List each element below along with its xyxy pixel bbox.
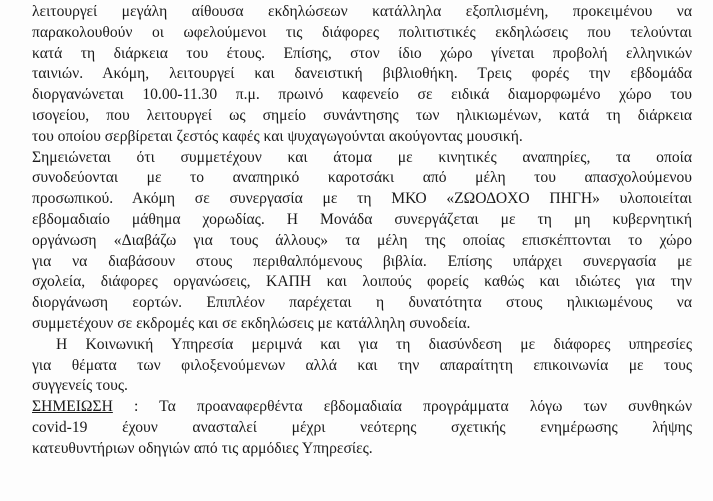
text-line: διοργάνωση εορτών. Επιπλέον παρέχεται η δυνατότητα στους ηλικιωμένους να	[32, 294, 692, 312]
text-line: συγγενείς τους.	[32, 377, 128, 395]
text-line: κατά τη διάρκεια του έτους. Επίσης, στον ίδιο χώρο γίνεται προβολή ελληνικών	[32, 44, 692, 62]
text-line: Σημειώνεται ότι συμμετέχουν και άτομα με κινητικές αναπηρίες, τα οποία	[32, 148, 692, 166]
text-line: συμμετέχουν σε εκδρομές και σε εκδηλώσεις με κατάλληλη συνοδεία.	[32, 314, 471, 332]
paragraph-social-service	[32, 335, 692, 397]
text-line: covid-19 έχουν ανασταλεί μέχρι νεότερης σχετικής ενημέρωσης λήψης	[32, 418, 692, 436]
text-line: προσωπικού. Ακόμη σε συνεργασία με τη ΜΚΟ «ΖΩΟΔΟΧΟ ΠΗΓΗ» υλοποιείται	[32, 190, 692, 208]
note-first-line	[32, 397, 692, 418]
text-line: για θέματα των φιλοξενούμενων αλλά και την απαραίτητη επικοινωνία με τους	[32, 356, 692, 374]
text-line: Η Κοινωνική Υπηρεσία μεριμνά και για τη διασύνδεση με διάφορες υπηρεσίες	[56, 335, 692, 353]
text-line: λειτουργεί μεγάλη αίθουσα εκδηλώσεων κατάλληλα εξοπλισμένη, προκειμένου να	[32, 3, 692, 20]
note-label: ΣΗΜΕΙΩΣΗ	[32, 398, 113, 416]
paragraph-activities	[32, 2, 692, 335]
text-line: διοργανώνεται 10.00-11.30 π.μ. πρωινό καφενείο σε ειδικά διαμορφωμένο χώρο του	[32, 86, 692, 104]
text-line: του οποίου σερβίρεται ζεστός καφές και ψυχαγωγούνται ακούγοντας μουσική.	[32, 127, 523, 145]
text-line: συνοδεύονται με το αναπηρικό καροτσάκι από μέλη του απασχολούμενου	[32, 169, 692, 187]
text-line: εβδομαδιαίο μάθημα χορωδίας. Η Μονάδα συνεργάζεται με τη μη κυβερνητική	[32, 210, 692, 228]
text-line: οργάνωση «Διαβάζω για τους άλλους» τα μέλη της οποίας επισκέπτονται το χώρο	[32, 231, 692, 249]
text-line: παρακολουθούν οι ωφελούμενοι τις διάφορες πολιτιστικές εκδηλώσεις που τελούνται	[32, 23, 692, 41]
document-body	[32, 2, 692, 460]
text-line: σχολεία, διάφορες οργανώσεις, ΚΑΠΗ και λοιπούς φορείς καθώς και ιδιώτες για την	[32, 273, 692, 291]
text-line: ταινιών. Ακόμη, λειτουργεί και δανειστική βιβλιοθήκη. Τρεις φορές την εβδομάδα	[32, 65, 692, 83]
text-line: κατευθυντήριων οδηγιών από τις αρμόδιες Υπηρεσίες.	[32, 439, 373, 457]
text-line: ισογείου, που λειτουργεί ως σημείο συνάντησης των ηλικιωμένων, κατά τη διάρκεια	[32, 106, 692, 124]
note-paragraph	[32, 397, 692, 459]
text-line: για να διαβάσουν στους περιθαλπόμενους βιβλία. Επίσης υπάρχει συνεργασία με	[32, 252, 692, 270]
note-text: : Τα προαναφερθέντα εβδομαδιαία προγράμματα λόγω των συνθηκών	[112, 398, 692, 416]
